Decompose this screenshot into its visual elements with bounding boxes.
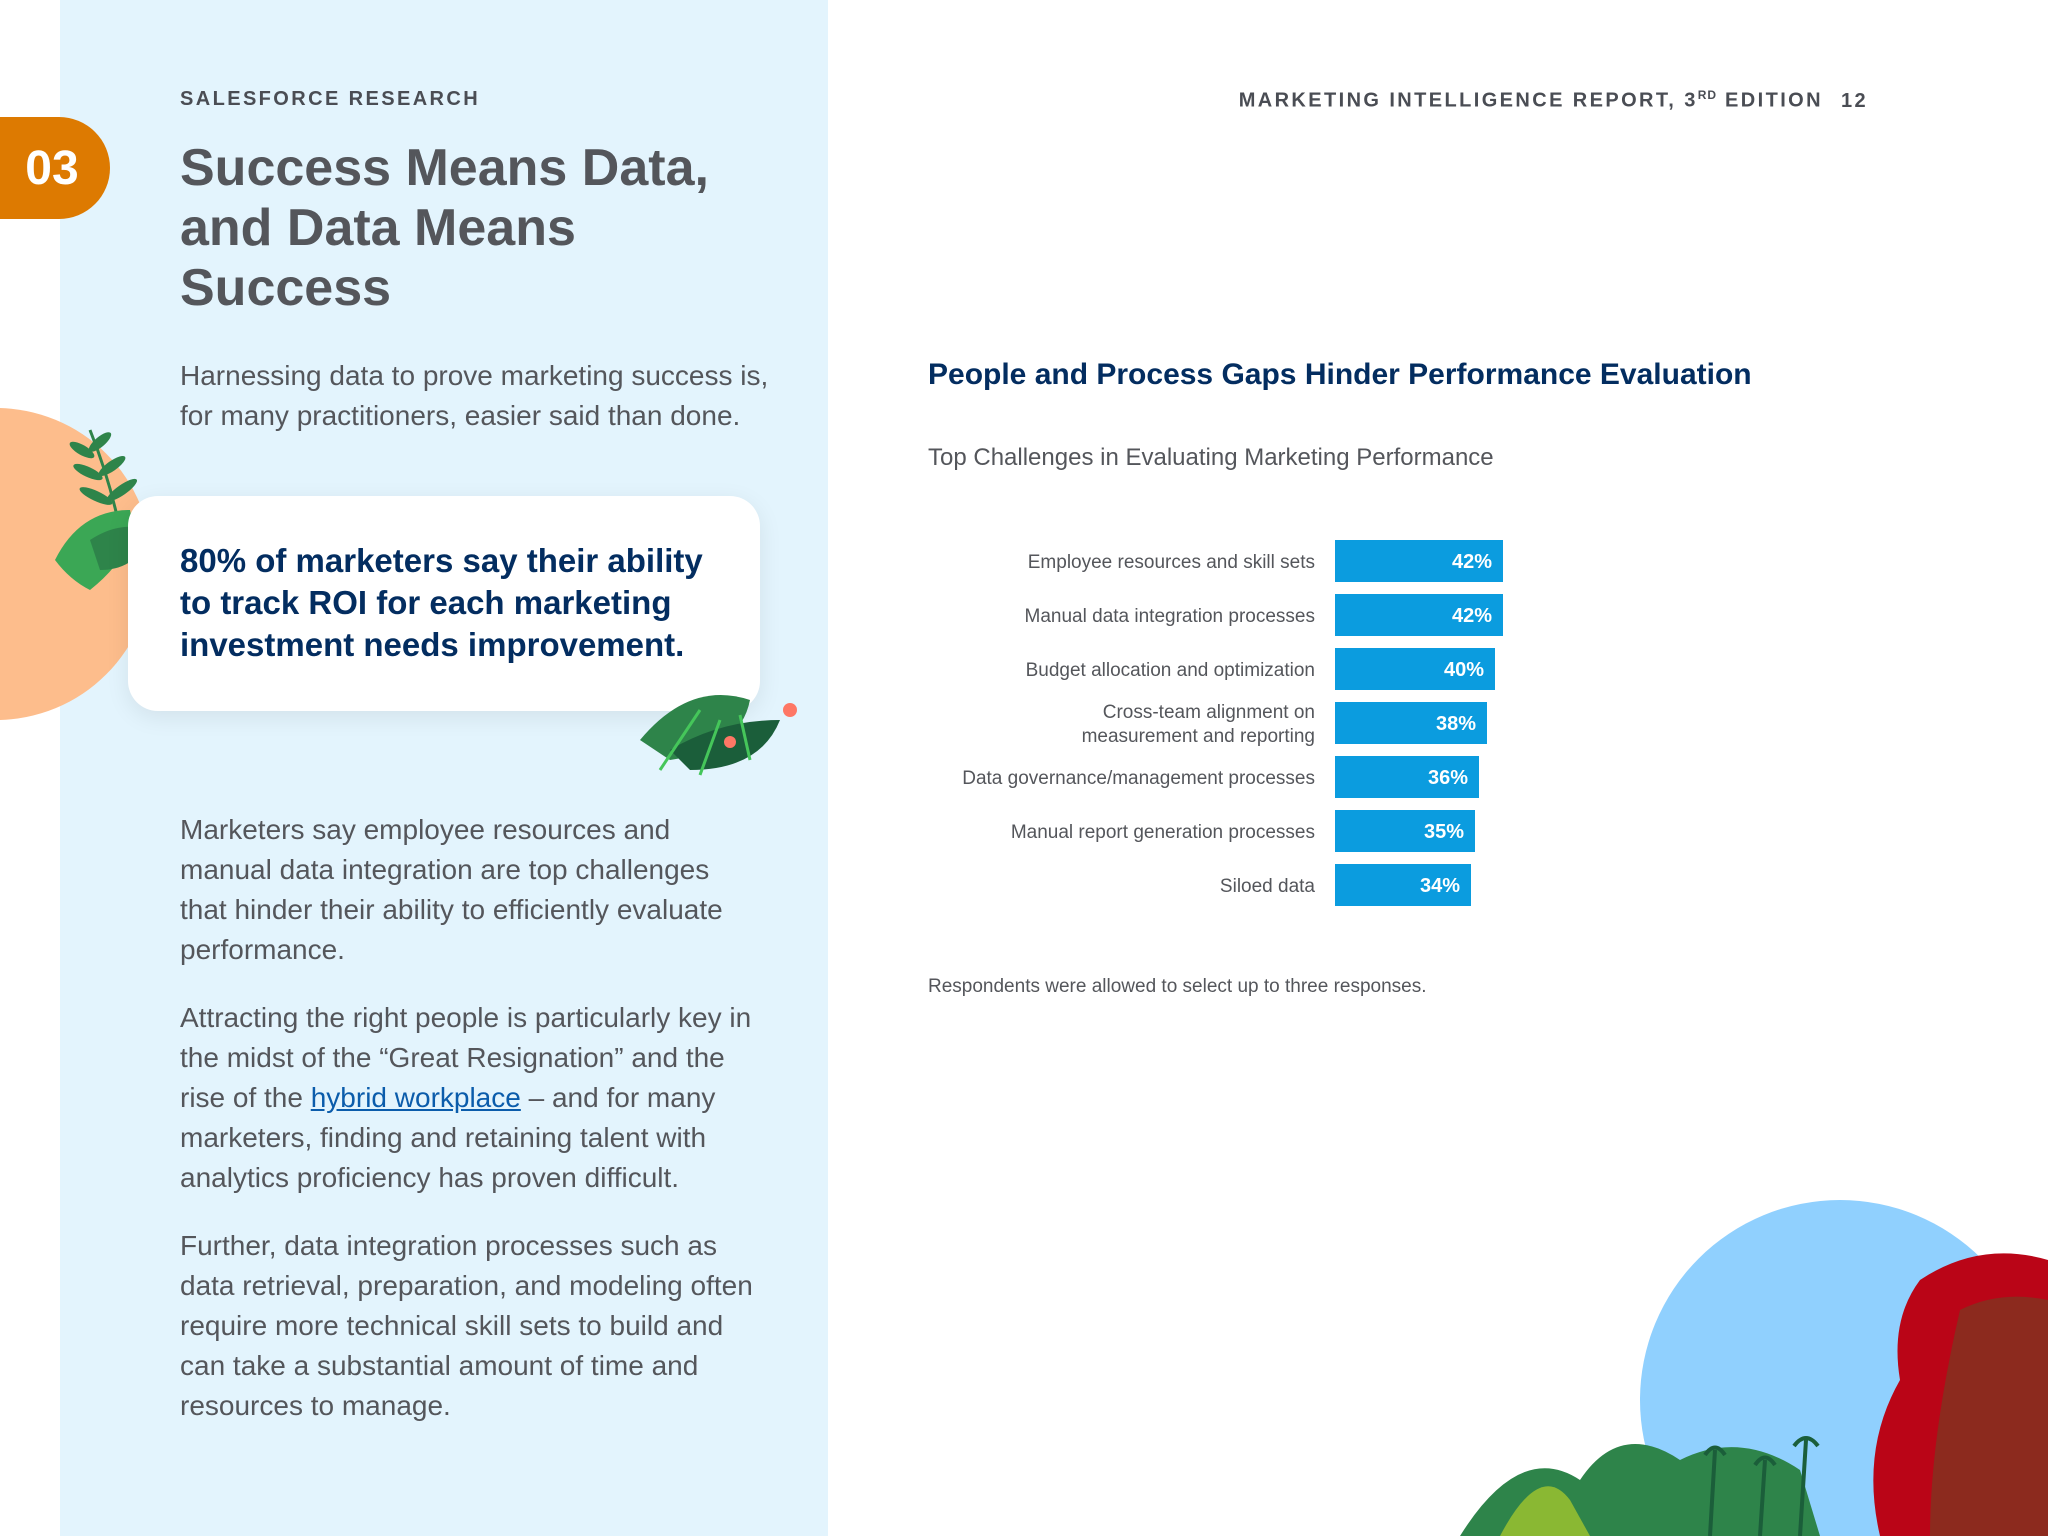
chart-category-label: Manual data integration processes bbox=[1024, 606, 1315, 627]
chart-value-label: 35% bbox=[1423, 821, 1464, 843]
body-paragraph-2-rest: – and for many marketers, finding and retaining talent with analytics proficiency has proven difficult. bbox=[180, 1082, 716, 1193]
body-paragraph-3: Further, data integration processes such as data retrieval, preparation, and modeling often require more technical skill sets to build and can take a substantial amount of time and resources to manage. bbox=[180, 1230, 753, 1421]
page-number: 12 bbox=[1840, 89, 1868, 112]
chart-title: People and Process Gaps Hinder Performance Evaluation bbox=[928, 358, 1752, 391]
callout-text: 80% of marketers say their ability to track ROI for each marketing investment needs improvement. bbox=[180, 542, 703, 663]
hybrid-workplace-link[interactable]: hybrid workplace bbox=[310, 1082, 521, 1113]
chart-category-label: Budget allocation and optimization bbox=[1025, 660, 1315, 681]
chart-value-label: 42% bbox=[1451, 551, 1492, 573]
chart-category-label: Data governance/management processes bbox=[962, 768, 1315, 789]
landscape-illustration-icon bbox=[1460, 1200, 2048, 1536]
body-paragraph-2 bbox=[180, 998, 760, 1198]
intro-text: Harnessing data to prove marketing success is, for many practitioners, easier said than done. bbox=[180, 360, 769, 431]
report-title-suffix: EDITION bbox=[1717, 89, 1823, 112]
edition-superscript: RD bbox=[1697, 88, 1718, 102]
chart-category-label: measurement and reporting bbox=[1081, 726, 1315, 747]
chart-value-label: 36% bbox=[1427, 767, 1468, 789]
leaf-cluster-icon bbox=[630, 660, 810, 780]
report-title: MARKETING INTELLIGENCE REPORT, 3 bbox=[1238, 89, 1698, 112]
chart-subtitle: Top Challenges in Evaluating Marketing Performance bbox=[928, 444, 1494, 471]
chapter-badge: 03 bbox=[0, 117, 110, 219]
chart-value-label: 38% bbox=[1435, 713, 1476, 735]
page-title: Success Means Data, and Data Means Success bbox=[180, 139, 709, 317]
bar-chart bbox=[928, 540, 1528, 940]
chart-value-label: 42% bbox=[1451, 605, 1492, 627]
body-paragraph-2-text: Attracting the right people is particularly key in the midst of the “Great Resignation” and the rise of the bbox=[180, 1002, 752, 1113]
chart-category-label: Employee resources and skill sets bbox=[1027, 552, 1315, 573]
chart-value-label: 40% bbox=[1443, 659, 1484, 681]
chart-footnote: Respondents were allowed to select up to three responses. bbox=[928, 976, 1427, 997]
brand-eyebrow: SALESFORCE RESEARCH bbox=[180, 88, 481, 110]
chart-category-label: Siloed data bbox=[1219, 876, 1315, 897]
chart-value-label: 34% bbox=[1419, 875, 1460, 897]
chart-category-label: Manual report generation processes bbox=[1010, 822, 1315, 843]
chart-category-label: Cross-team alignment on bbox=[1102, 702, 1315, 723]
body-paragraph-1: Marketers say employee resources and manual data integration are top challenges that hinder their ability to efficiently evaluate performance. bbox=[180, 814, 723, 965]
report-header bbox=[1239, 88, 1868, 113]
